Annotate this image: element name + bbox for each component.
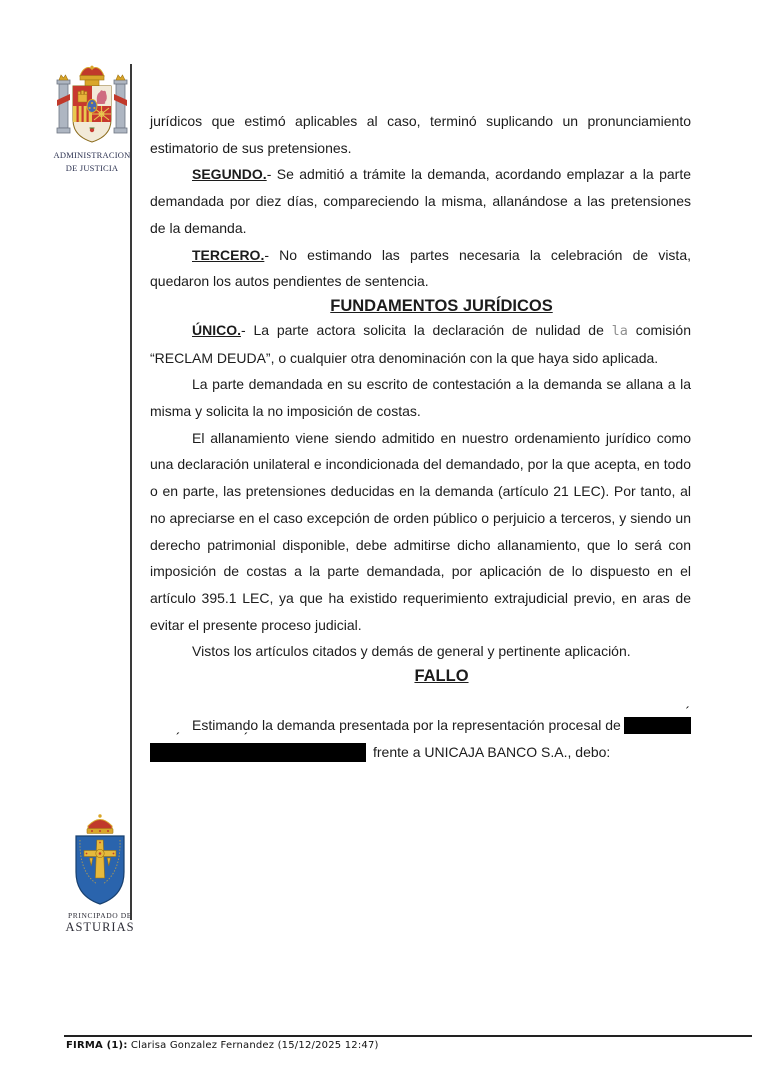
margin-divider-rule [130,64,132,920]
fallo-heading: FALLO [414,667,469,686]
fallo-paragraph [150,703,691,765]
fallo-text-a: Estimando la demanda presentada por la representación procesal de [192,717,621,734]
segundo-text: - Se admitió a trámite la demanda, acordando emplazar a la parte demandada por diez días, compareciendo la misma, allanándose a las pretensiones de la demanda. [150,166,691,236]
paragraph-tercero [150,242,691,295]
redaction-accent: ´ [176,729,181,745]
signature-footer [66,1040,379,1052]
fallo-line-1 [150,703,691,739]
asturias-caption-line2: ASTURIAS [65,920,135,934]
redaction-bar-1 [624,703,691,734]
paragraph-antecedente-continuation: jurídicos que estimó aplicables al caso, terminó suplicando un pronunciamiento estimatorio de sus pretensiones. [150,113,691,156]
asturias-coat-of-arms-icon [63,812,137,910]
tercero-label: TERCERO. [192,246,265,263]
fundamentos-heading: FUNDAMENTOS JURÍDICOS [330,296,553,315]
justice-caption-line2: DE JUSTICIA [65,162,119,173]
redaction-bar-2 [150,729,366,762]
redaction-accent: ´ [685,703,690,719]
signature-value: Clarisa Gonzalez Fernandez (15/12/2025 12:47) [130,1040,379,1051]
asturias-emblem [58,812,142,934]
unico-text-b: comisión “RECLAM DEUDA”, o cualquier otra denominación con la que haya sido aplicada. [150,321,691,366]
footer-rule [64,1035,752,1037]
signature-label: FIRMA (1): [66,1040,128,1051]
fallo-text-b: frente a UNICAJA BANCO S.A., debo: [373,743,611,760]
paragraph-allanamiento-doctrina: El allanamiento viene siendo admitido en nuestro ordenamiento jurídico como una declaración unilateral e incondicionada del demandado, por la que acepta, en todo o en parte, las pretensiones deducidas en la demanda (artículo 21 LEC). Por tanto, al no apreciarse en el caso excepción de orden público o perjuicio a terceros, y siendo un derecho patrimonial disponible, debe admitirse dicho allanamiento, que lo será con imposición de costas a la parte demandada, por aplicación de lo dispuesto en el artículo 395.1 LEC, ya que ha existido requerimiento extrajudicial previo, en aras de evitar el presente proceso judicial. [150,429,691,633]
paragraph-segundo [150,161,691,241]
paragraph-allanamiento-demandada: La parte demandada en su escrito de contestación a la demanda se allana a la misma y solicita la no imposición de costas. [150,376,691,420]
redaction-accent: ´ [244,729,249,745]
segundo-label: SEGUNDO. [192,166,267,183]
fallo-line-2 [150,729,691,766]
spain-coat-of-arms-icon [55,64,129,148]
asturias-caption-line1: PRINCIPADO DE [68,911,132,920]
justice-caption-line1: ADMINISTRACION [53,150,131,160]
document-body [150,108,691,765]
tercero-text: - No estimando las partes necesaria la celebración de vista, quedaron los autos pendientes de sentencia. [150,246,691,290]
unico-mono-fragment: la [611,322,628,339]
justice-emblem [50,64,134,173]
paragraph-unico [150,317,691,371]
unico-label: ÚNICO. [192,321,241,338]
paragraph-vistos: Vistos los artículos citados y demás de general y pertinente aplicación. [192,643,631,660]
unico-text-a: - La parte actora solicita la declaración de nulidad de [241,321,612,338]
